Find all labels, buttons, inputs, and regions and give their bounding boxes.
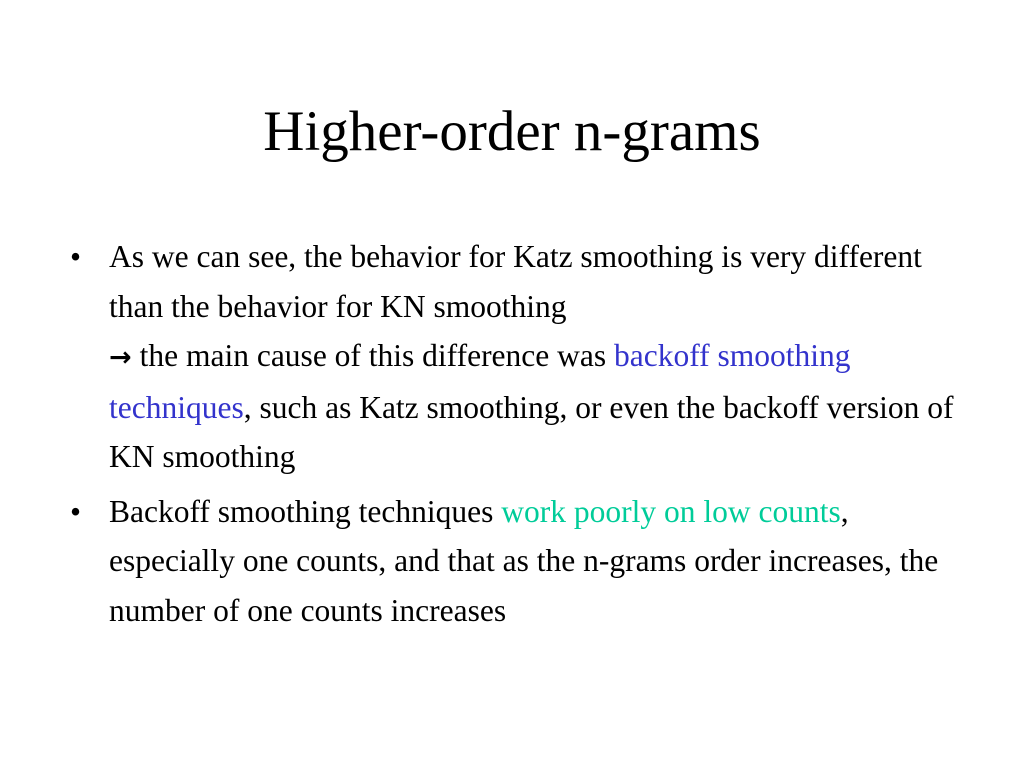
bullet-text: As we can see, the behavior for Katz smoothing is very different than the behavior for KN smoothing: [109, 239, 922, 324]
highlight-backoff-smoothing: backoff smoothing techniques: [109, 338, 851, 425]
arrow-right-icon: →: [109, 342, 132, 373]
bullet-item-low-counts: [66, 487, 976, 636]
bullet-marker: •: [70, 493, 82, 529]
bullet-list: [66, 232, 976, 640]
highlight-low-counts: work poorly on low counts: [501, 493, 841, 529]
bullet-text: , such as Katz smoothing, or even the backoff version of KN smoothing: [109, 389, 954, 474]
bullet-item-katz-vs-kn: [66, 232, 976, 482]
bullet-text: , especially one counts, and that as the n-grams order increases, the number of one counts increases: [109, 493, 939, 628]
bullet-marker: •: [70, 239, 82, 274]
bullet-text: Backoff smoothing techniques: [109, 493, 502, 529]
bullet-text: the main cause of this difference was: [139, 338, 614, 373]
slide-title: Higher-order n-grams: [263, 100, 761, 163]
